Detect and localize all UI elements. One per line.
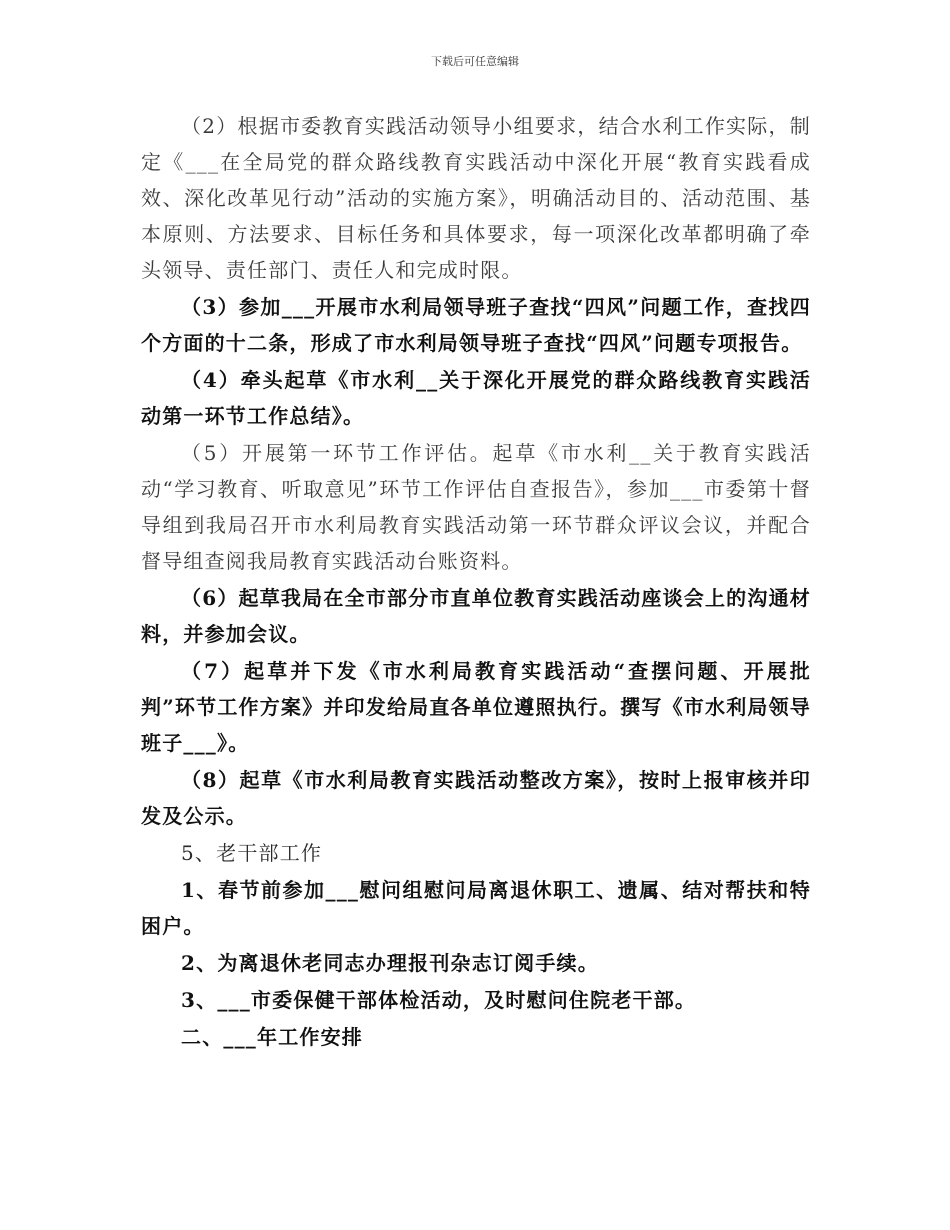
- paragraph-veteran-3: 3、___市委保健干部体检活动，及时慰问住院老干部。: [181, 988, 697, 1012]
- page-header-note: 下载后可任意编辑: [431, 55, 519, 68]
- paragraph-item-6: （6）起草我局在全市部分市直单位教育实践活动座谈会上的沟通材料，并参加会议。: [141, 586, 811, 646]
- section-heading-work-plan: 二、___年工作安排: [181, 1025, 363, 1049]
- paragraph-veteran-1: 1、春节前参加___慰问组慰问局离退休职工、遗属、结对帮扶和特困户。: [141, 878, 811, 938]
- document-body: [141, 108, 811, 1056]
- section-heading-veteran-cadres: 5、老干部工作: [181, 841, 323, 865]
- paragraph-item-2: （2）根据市委教育实践活动领导小组要求，结合水利工作实际，制定《___在全局党的群众路线教育实践活动中深化开展“教育实践看成效、深化改革见行动”活动的实施方案》，明确活动目的、活动范围、基本原则、方法要求、目标任务和具体要求，每一项深化改革都明确了牵头领导、责任部门、责任人和完成时限。: [141, 114, 811, 282]
- paragraph-item-8: （8）起草《市水利局教育实践活动整改方案》，按时上报审核并印发及公示。: [141, 768, 811, 828]
- paragraph-item-3: （3）参加___开展市水利局领导班子查找“四风”问题工作，查找四个方面的十二条，形成了市水利局领导班子查找“四风”问题专项报告。: [141, 295, 811, 355]
- paragraph-item-5: （5）开展第一环节工作评估。起草《市水利__关于教育实践活动“学习教育、听取意见”环节工作评估自查报告》，参加___市委第十督导组到我局召开市水利局教育实践活动第一环节群众评议会议，并配合督导组查阅我局教育实践活动台账资料。: [141, 441, 811, 573]
- paragraph-item-7: （7）起草并下发《市水利局教育实践活动“查摆问题、开展批判”环节工作方案》并印发给局直各单位遵照执行。撰写《市水利局领导班子___》。: [141, 659, 811, 755]
- paragraph-item-4: （4）牵头起草《市水利__关于深化开展党的群众路线教育实践活动第一环节工作总结》。: [141, 368, 811, 428]
- paragraph-veteran-2: 2、为离退休老同志办理报刊杂志订阅手续。: [181, 951, 599, 975]
